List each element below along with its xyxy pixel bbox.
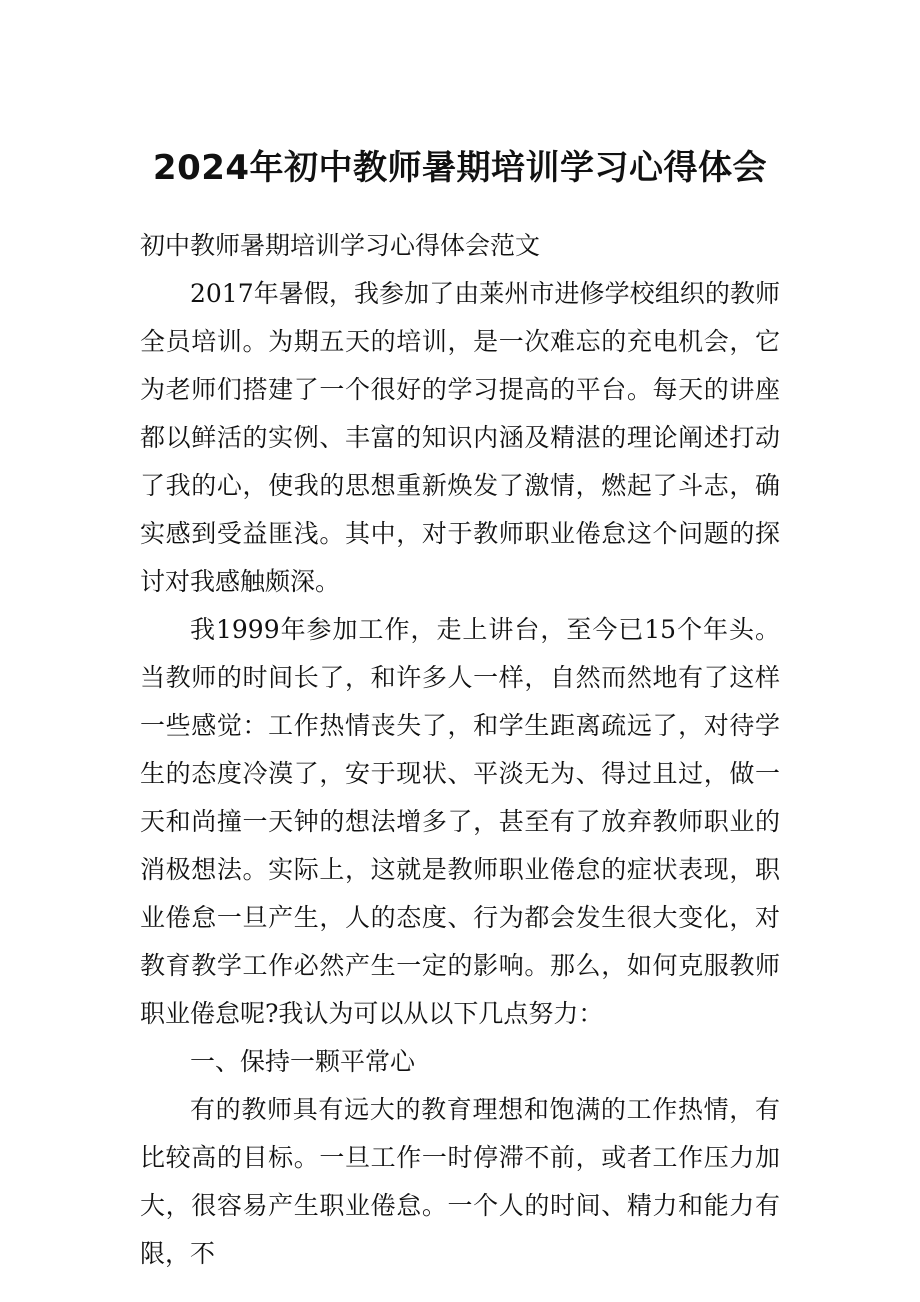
paragraph-burnout: 我1999年参加工作，走上讲台，至今已15个年头。当教师的时间长了，和许多人一样，自然而然地有了这样一些感觉：工作热情丧失了，和学生距离疏远了，对待学生的态度冷漠了，安于现状、平淡无为、得过且过，做一天和尚撞一天钟的想法增多了，甚至有了放弃教师职业的消极想法。实际上，这就是教师职业倦怠的症状表现，职业倦怠一旦产生，人的态度、行为都会发生很大变化，对教育教学工作必然产生一定的影响。那么，如何克服教师职业倦怠呢?我认为可以从以下几点努力： [140, 615, 780, 1028]
section-paragraph: 有的教师具有远大的教育理想和饱满的工作热情，有比较高的目标。一旦工作一时停滞不前，或者工作压力加大，很容易产生职业倦怠。一个人的时间、精力和能力有限，不 [140, 1095, 780, 1268]
document-subtitle: 初中教师暑期培训学习心得体会范文 [140, 231, 541, 260]
document-body [140, 270, 780, 1278]
section-heading: 一、保持一颗平常心 [190, 1047, 416, 1076]
paragraph-intro: 2017年暑假，我参加了由莱州市进修学校组织的教师全员培训。为期五天的培训，是一次难忘的充电机会，它为老师们搭建了一个很好的学习提高的平台。每天的讲座都以鲜活的实例、丰富的知识内涵及精湛的理论阐述打动了我的心，使我的思想重新焕发了激情，燃起了斗志，确实感到受益匪浅。其中，对于教师职业倦怠这个问题的探讨对我感触颇深。 [140, 279, 780, 596]
document-title: 2024年初中教师暑期培训学习心得体会 [152, 148, 768, 188]
